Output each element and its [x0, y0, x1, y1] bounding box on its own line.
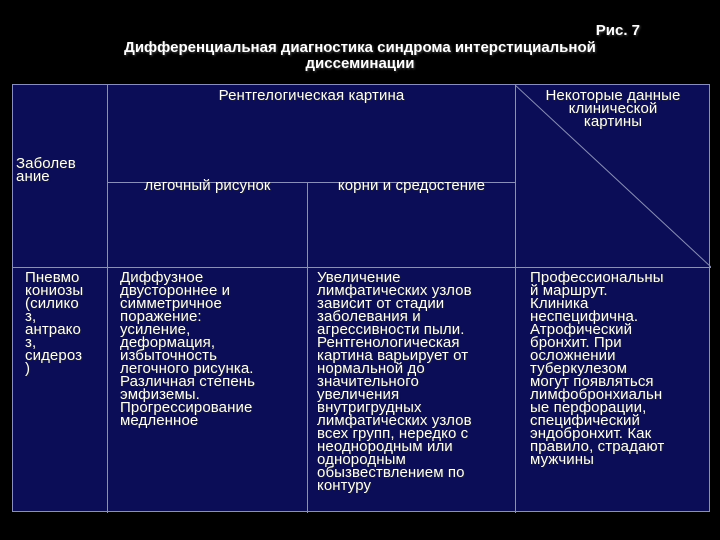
diagnosis-table	[12, 84, 710, 512]
row-lung-line: Диффузное	[120, 269, 204, 286]
row-disease-line: кониозы	[25, 282, 84, 299]
row-disease-line: з,	[25, 334, 37, 351]
row-lung-line: эмфиземы.	[120, 386, 200, 403]
row-disease-line: сидероз	[25, 347, 83, 364]
row-roots-line: лимфатических узлов	[317, 412, 472, 429]
header-disease-line: Заболев	[16, 155, 76, 172]
row-clinical-line: й маршрут.	[530, 282, 608, 299]
row-lung-line: медленное	[120, 412, 199, 429]
row-clinical	[530, 271, 711, 466]
row-clinical-line: осложнении	[530, 347, 616, 364]
row-disease-line: )	[25, 360, 31, 377]
row-clinical-line: туберкулезом	[530, 360, 628, 377]
row-clinical-line: ые перфорации,	[530, 399, 647, 416]
row-roots-line: однородным	[317, 451, 406, 468]
row-clinical-line: Профессиональны	[530, 269, 664, 286]
row-clinical-line: специфический	[530, 412, 640, 429]
row-lung-pattern	[120, 271, 307, 427]
slide-title-line-2: диссеминации	[305, 55, 415, 72]
row-roots-line: Увеличение	[317, 269, 401, 286]
grid-line	[307, 182, 308, 513]
subheader-lung-pattern: легочный рисунок	[144, 177, 271, 194]
subheader-roots-mediastinum: корни и средостение	[337, 177, 486, 194]
row-roots-line: обызвествлением по	[317, 464, 465, 481]
row-roots-line: Рентгенологическая	[317, 334, 460, 351]
row-lung-line: двустороннее и	[120, 282, 231, 299]
row-disease-line: (силико	[25, 295, 79, 312]
row-roots-line: всех групп, нередко с	[317, 425, 469, 442]
row-disease-line: Пневмо	[25, 269, 80, 286]
row-lung-line: легочного рисунка.	[120, 360, 254, 377]
row-lung-line: Прогрессирование	[120, 399, 253, 416]
row-roots-line: нормальной до	[317, 360, 425, 377]
row-disease-line: з,	[25, 308, 37, 325]
row-roots-line: заболевания и	[317, 308, 421, 325]
header-disease	[16, 157, 106, 183]
header-xray: Рентгелогическая картина	[218, 87, 405, 104]
row-roots-line: неоднородным или	[317, 438, 453, 455]
row-lung-line: усиление,	[120, 321, 191, 338]
row-clinical-line: правило, страдают	[530, 438, 665, 455]
row-lung-line: избыточность	[120, 347, 218, 364]
row-roots-line: увеличения	[317, 386, 400, 403]
row-lung-line: деформация,	[120, 334, 216, 351]
row-clinical-line: Клиника	[530, 295, 589, 312]
row-clinical-line: бронхит. При	[530, 334, 622, 351]
row-disease-line: антрако	[25, 321, 81, 338]
row-roots-line: значительного	[317, 373, 419, 390]
slide-title-line-1: Дифференциальная диагностика синдрома интерстициальной	[124, 39, 596, 56]
row-clinical-line: неспецифична.	[530, 308, 639, 325]
figure-label: Рис. 7	[595, 22, 640, 39]
header-clinical	[515, 89, 711, 128]
row-roots-line: лимфатических узлов	[317, 282, 472, 299]
row-lung-line: симметричное	[120, 295, 222, 312]
row-clinical-line: могут появляться	[530, 373, 654, 390]
row-roots-line: зависит от стадии	[317, 295, 445, 312]
row-roots-line: агрессивности пыли.	[317, 321, 465, 338]
header-clinical-line: картины	[583, 113, 643, 130]
row-roots-line: картина варьирует от	[317, 347, 469, 364]
grid-line	[107, 85, 108, 513]
row-disease	[25, 271, 107, 375]
header-clinical-line: клинической	[568, 100, 658, 117]
slide-title	[40, 40, 680, 72]
header-clinical-line: Некоторые данные	[545, 87, 681, 104]
row-lung-line: Различная степень	[120, 373, 256, 390]
row-roots-line: внутригрудных	[317, 399, 422, 416]
row-clinical-line: Атрофический	[530, 321, 633, 338]
row-clinical-line: мужчины	[530, 451, 594, 468]
row-clinical-line: эндобронхит. Как	[530, 425, 652, 442]
row-roots-mediastinum	[317, 271, 515, 492]
row-clinical-line: лимфобронхиальн	[530, 386, 663, 403]
grid-line	[13, 267, 711, 268]
row-roots-line: контуру	[317, 477, 372, 494]
row-lung-line: поражение:	[120, 308, 202, 325]
header-disease-line: ание	[16, 168, 50, 185]
